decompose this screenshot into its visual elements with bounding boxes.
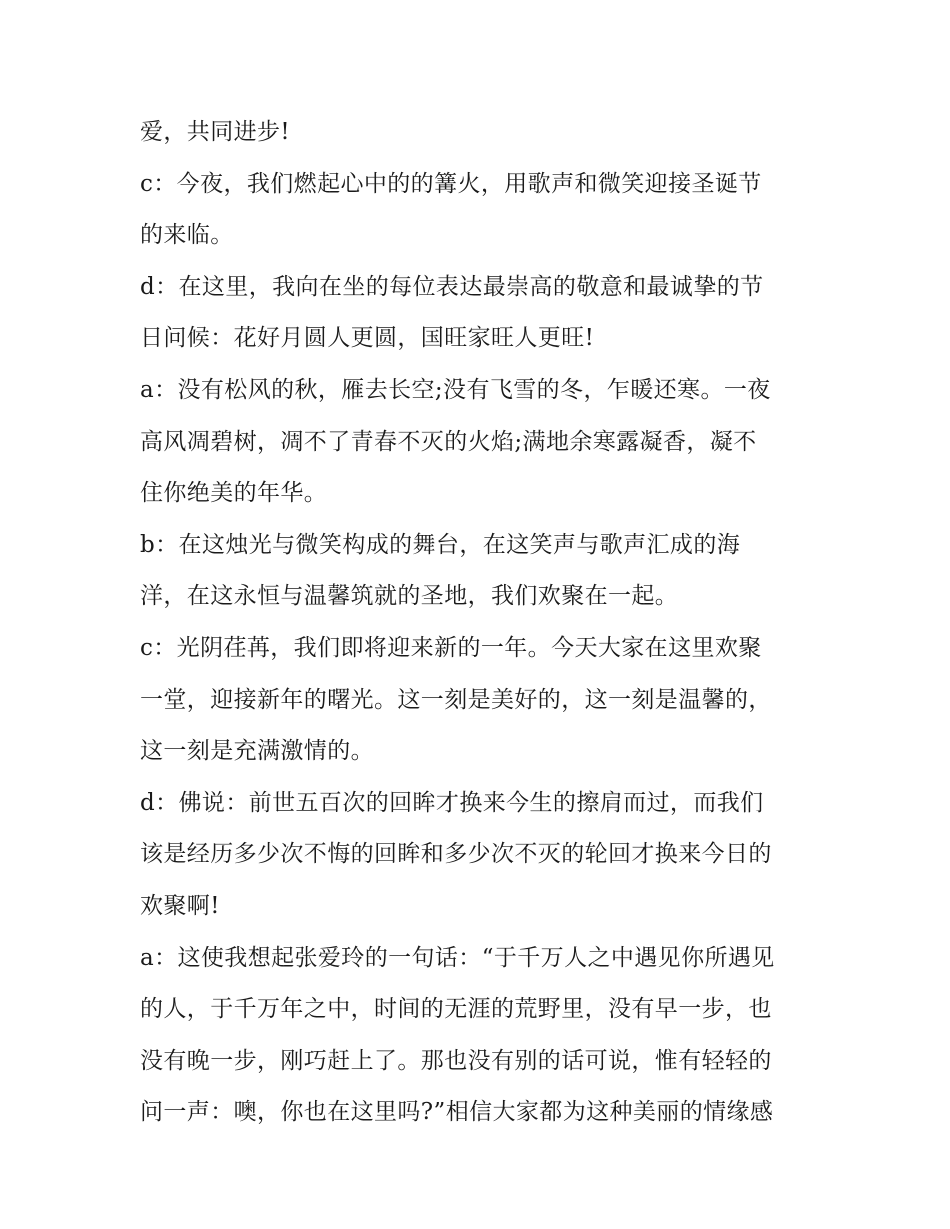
text-line: a：没有松风的秋，雁去长空;没有飞雪的冬，乍暖还寒。一夜: [140, 376, 771, 403]
text-line: a：这使我想起张爱玲的一句话：“于千万人之中遇见你所遇见: [140, 944, 775, 971]
text-line: 住你绝美的年华。: [140, 480, 328, 507]
text-line: 一堂，迎接新年的曙光。这一刻是美好的，这一刻是温馨的，: [140, 686, 772, 713]
document-body: [140, 107, 820, 1139]
text-line: 高风凋碧树，凋不了青春不灭的火焰;满地余寒露凝香，凝不: [140, 428, 757, 455]
text-line: 爱，共同进步!: [140, 119, 291, 145]
text-line: c：今夜，我们燃起心中的的篝火，用歌声和微笑迎接圣诞节: [140, 170, 762, 197]
text-line: 该是经历多少次不悔的回眸和多少次不灭的轮回才换来今日的: [140, 841, 772, 868]
text-line: 欢聚啊!: [140, 892, 220, 919]
text-line: d：在这里，我向在坐的每位表达最崇高的敬意和最诚挚的节: [140, 273, 764, 300]
text-line: 没有晚一步，刚巧赶上了。那也没有别的话可说，惟有轻轻的: [140, 1047, 772, 1074]
text-line: 日问候：花好月圆人更圆，国旺家旺人更旺!: [140, 325, 595, 352]
text-line: d：佛说：前世五百次的回眸才换来今生的擦肩而过，而我们: [140, 789, 764, 816]
text-line: c：光阴荏苒，我们即将迎来新的一年。今天大家在这里欢聚: [140, 634, 762, 661]
text-line: 洋，在这永恒与温馨筑就的圣地，我们欢聚在一起。: [140, 583, 679, 610]
text-line: b：在这烛光与微笑构成的舞台，在这笑声与歌声汇成的海: [140, 531, 741, 558]
text-line: 这一刻是充满激情的。: [140, 738, 374, 765]
text-line: 的来临。: [140, 222, 234, 249]
text-line: 问一声：噢，你也在这里吗?”相信大家都为这种美丽的情缘感: [140, 1099, 774, 1126]
text-line: 的人，于千万年之中，时间的无涯的荒野里，没有早一步，也: [140, 996, 772, 1023]
